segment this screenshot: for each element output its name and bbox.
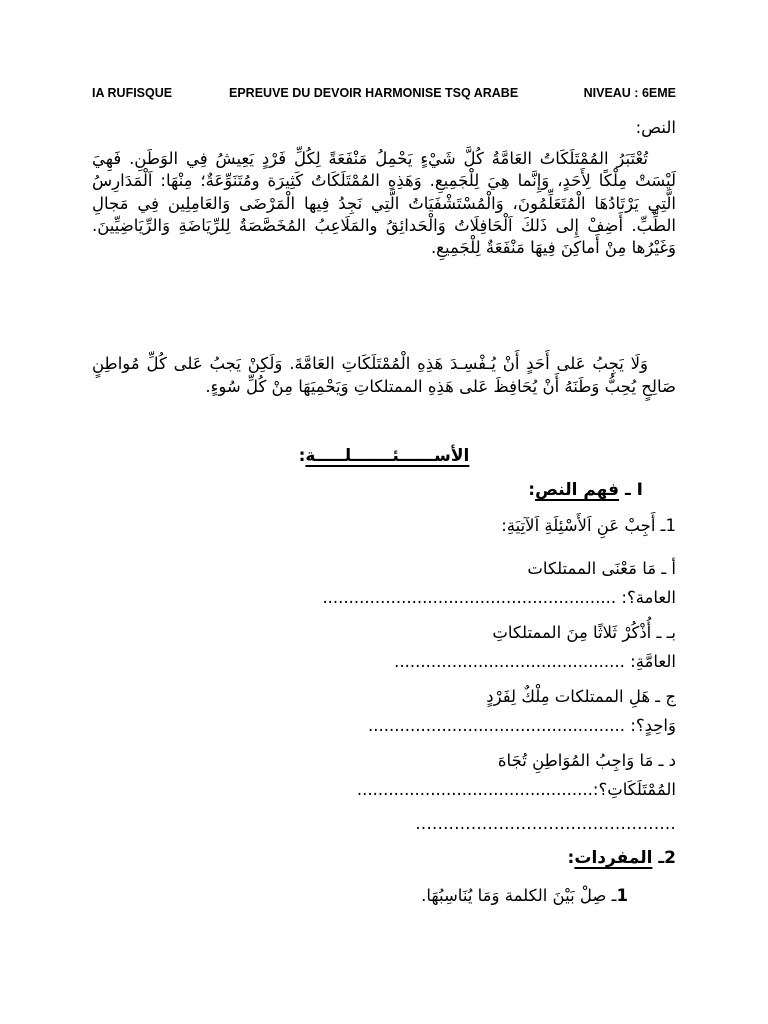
question-b xyxy=(226,618,676,676)
section-vocabulary-heading xyxy=(568,848,676,868)
question-a-text: أ ـ مَا مَعْنَى الممتلكات xyxy=(527,559,676,578)
question-c-answer-line: وَاحِدٍ؟: ................................................. xyxy=(368,716,676,735)
vocabulary-question-1-text: ـ صِلْ بَيْنَ الكلمة وَمَا يُنَاسِبُهَا. xyxy=(421,886,617,905)
text-title: النص: xyxy=(635,118,676,137)
paragraph-2: وَلَا يَجِبُ عَلى أَحَدٍ أَنْ يُـفْسِـدَ هَذِهِ الْمُمْتَلَكَاتِ العَامَّةَ. وَلَكِنْ يَجبُ عَلى كُلِّ مُواطِنٍ صَالِحٍ يُحِبُّ وَطَنَهُ أَنْ يُحَافِظَ عَلى هَذِهِ الممتلكاتِ وَيَحْمِيَهَا مِنْ كُلِّ سُوءٍ. xyxy=(92,354,676,396)
questions-heading xyxy=(92,446,676,466)
header-academy: IA RUFISQUE xyxy=(92,86,173,100)
page-header xyxy=(92,86,676,106)
questions-heading-colon: : xyxy=(298,446,306,466)
vocabulary-question-1-number: 1 xyxy=(616,886,628,905)
question-d-text: د ـ مَا وَاجِبُ المُوَاطِنِ تُجَاهَ xyxy=(497,751,676,770)
section-comprehension-label: I ـ xyxy=(624,480,643,500)
section-vocabulary-colon: : xyxy=(567,848,575,868)
section-vocabulary-label: 2ـ xyxy=(658,848,676,868)
vocabulary-question-1 xyxy=(421,886,628,905)
section-comprehension-colon: : xyxy=(528,480,536,500)
paragraph-1: تُعْتَبَرُ المُمْتَلَكَاتُ العَامَّةُ كُلَّ شَيْءٍ يَحْمِلُ مَنْفَعَةً لِكُلِّ فَرْدٍ يَعِيشُ فِي الوَطَنِ. فَهِيَ لَيْسَتْ مِلْكًا لِأَحَدٍ، وَإِنَّما هِيَ لِلْجَمِيعِ. وَهَذِهِ المُمْتَلَكَاتُ كَثِيرَة ومُتَنَوِّعَةٌ؛ مِنْهَا: اَلْمَدَارِسُ الَّتِي يَرْتَادُهَا الْمُتَعَلِّمُونَ، وَالْمُسْتَشْفَيَاتُ الَّتِي نَجِدُ فِيها الْمَرْضَى وَالعَامِلِين فِي مَجالِ الطِّبِّ. أَضِفْ إِلى ذَلكَ اَلْحَافِلَاتُ وَالْحَدائِقُ والمَلَاعِبُ المُخَصَّصَةُ لِلرِّيَاضَةِ وَالرِّيَاضِيِّينَ. وَغَيْرُها مِنْ أَماكِنَ فِيهَا مَنْفَعَةٌ لِلْجَمِيعِ. xyxy=(92,149,676,258)
questions-heading-text: الأسـ‍‍‍‍‍‍ـــــئـــــــلـــــة xyxy=(305,446,470,466)
extra-answer-line: ............................................... xyxy=(415,814,676,833)
question-b-answer-line: العامَّةِ: ............................................ xyxy=(394,652,676,671)
header-level: NIVEAU : 6EME xyxy=(583,86,676,100)
section-vocabulary-title: المفردات xyxy=(574,848,653,868)
section-comprehension-title: فهم النص xyxy=(535,480,620,500)
question-d xyxy=(226,746,676,804)
section-comprehension-heading xyxy=(528,480,643,500)
question-1-intro: 1ـ أَجِبْ عَنِ اَلأَسْئِلَةِ اَلآتِيَةِ: xyxy=(501,516,676,535)
question-a xyxy=(226,554,676,612)
header-exam-title: EPREUVE DU DEVOIR HARMONISE TSQ ARABE xyxy=(229,86,519,100)
question-a-answer-line: العامة؟: ........................................................ xyxy=(322,588,676,607)
question-b-text: بـ ـ أُذْكُرْ ثَلاثًا مِنَ الممتلكاتِ xyxy=(492,623,676,642)
question-d-answer-line: المُمْتَلَكَاتِ؟:............................................. xyxy=(356,780,676,799)
question-c-text: ج ـ هَلِ الممتلكات مِلْكٌ لِفَرْدٍ xyxy=(486,687,676,706)
question-c xyxy=(226,682,676,740)
